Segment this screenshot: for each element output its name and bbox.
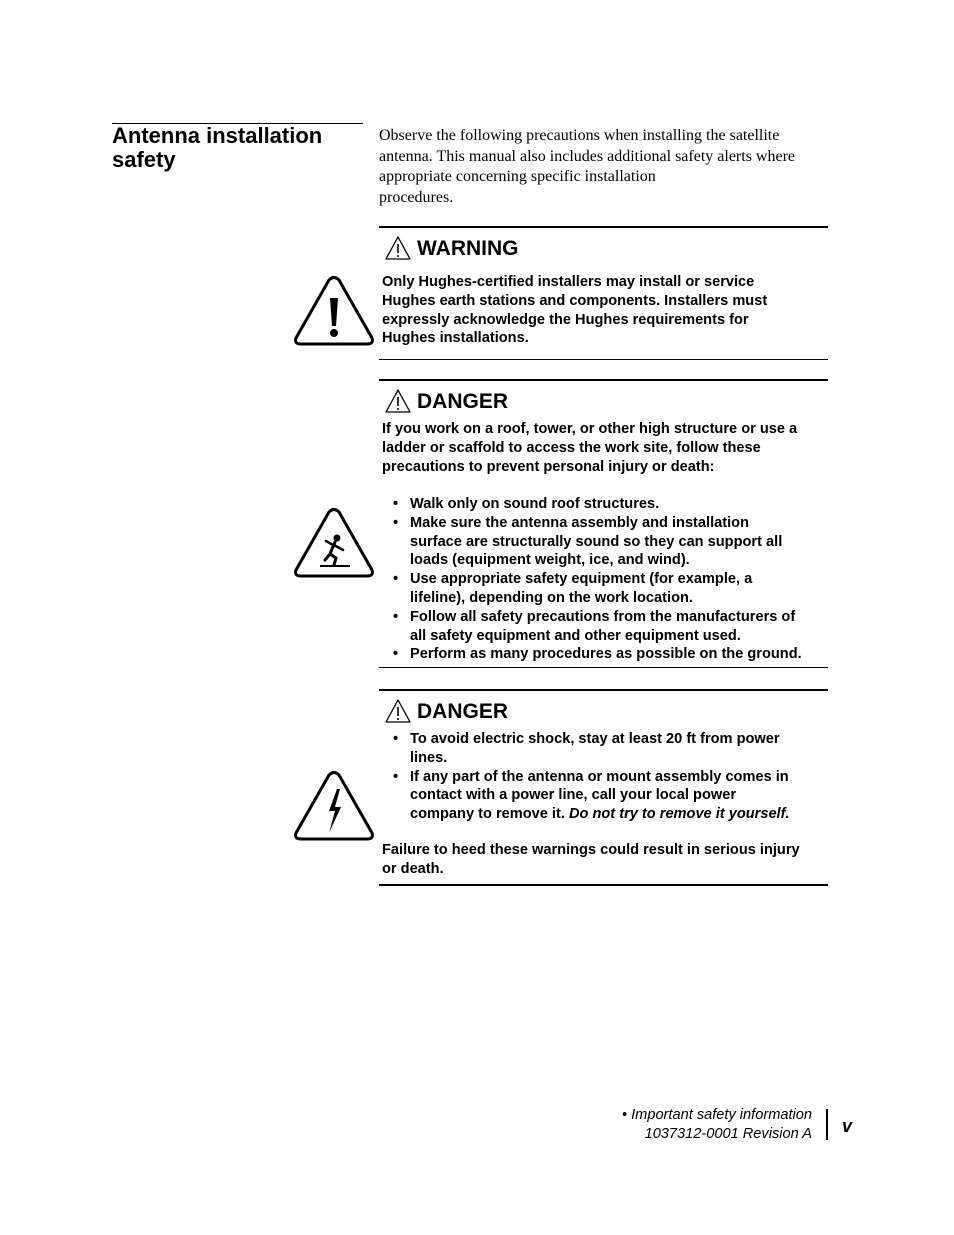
danger-header — [385, 699, 508, 723]
danger-footer-text — [382, 841, 828, 879]
list-item-line: • To avoid electric shock, stay at least 20 ft from power — [410, 731, 780, 747]
intro-line: appropriate concerning specific installation — [379, 168, 656, 185]
warning-text-line: Only Hughes-certified installers may install or service — [382, 274, 755, 290]
warning-triangle-icon — [385, 699, 411, 723]
footer-section-name: • Important safety information — [621, 1107, 812, 1123]
list-item-line: all safety equipment and other equipment used. — [410, 627, 741, 644]
list-item-line: • If any part of the antenna or mount assembly comes in — [410, 768, 789, 785]
danger-heading: DANGER — [417, 700, 509, 723]
warning-text-line: expressly acknowledge the Hughes requirements for — [382, 311, 749, 328]
warning-triangle-icon — [385, 236, 411, 260]
warning-text — [382, 273, 828, 348]
danger-text-line: or death. — [382, 860, 444, 877]
section-title-line: Antenna installation — [112, 123, 323, 148]
list-item-line: surface are structurally sound so they can support all — [410, 533, 783, 550]
list-item-line — [410, 805, 828, 824]
list-item — [382, 730, 828, 768]
danger-header — [385, 389, 508, 413]
danger-text-line: precautions to prevent personal injury or death: — [382, 458, 715, 475]
precaution-list — [382, 495, 828, 664]
warning-triangle-icon — [385, 389, 411, 413]
list-item — [382, 514, 828, 570]
danger-box-power-lines — [379, 689, 828, 886]
intro-paragraph — [379, 126, 831, 208]
list-item-line: contact with a power line, call your local power — [410, 787, 737, 804]
list-item-line: • Follow all safety precautions from the manufacturers of — [410, 608, 796, 625]
section-title-line: safety — [112, 147, 176, 172]
section-title — [112, 124, 362, 172]
warning-text-line: Hughes earth stations and components. Installers must — [382, 292, 768, 309]
list-item-line: loads (equipment weight, ice, and wind). — [410, 552, 690, 569]
list-item-line: • Make sure the antenna assembly and installation — [410, 514, 750, 531]
warning-text-line: Hughes installations. — [382, 330, 529, 347]
page-number: v — [842, 1116, 853, 1136]
list-item — [382, 570, 828, 608]
falling-person-icon — [294, 508, 374, 578]
emphasis-text: Do not try to remove it yourself. — [568, 806, 790, 823]
list-item-text: company to remove it. — [410, 806, 565, 823]
footer-divider — [826, 1109, 828, 1140]
list-item-line: • Perform as many procedures as possible on the ground. — [410, 646, 802, 663]
footer-doc-number: 1037312-0001 Revision A — [644, 1126, 812, 1142]
list-item-line: lines. — [410, 749, 448, 766]
intro-line: antenna. This manual also includes additional safety alerts where — [379, 147, 796, 165]
danger-heading: DANGER — [417, 390, 509, 413]
danger-text-line: Failure to heed these warnings could result in serious injury — [382, 842, 800, 858]
electric-shock-icon — [294, 771, 374, 841]
page-footer — [622, 1106, 812, 1144]
list-item — [382, 768, 828, 824]
shock-precaution-list — [382, 730, 828, 824]
warning-header — [385, 236, 519, 260]
list-item-line: • Use appropriate safety equipment (for example, a — [410, 571, 753, 588]
warning-box — [379, 226, 828, 360]
list-item — [382, 608, 828, 646]
exclamation-warning-icon — [294, 276, 374, 346]
list-item — [382, 645, 828, 664]
list-item-line: lifeline), depending on the work location. — [410, 589, 693, 606]
list-item — [382, 495, 828, 514]
danger-text-line: If you work on a roof, tower, or other high structure or use a — [382, 421, 798, 437]
danger-intro-text — [382, 420, 828, 476]
intro-line: Observe the following precautions when installing the satellite — [379, 127, 780, 144]
danger-box-heights — [379, 379, 828, 668]
intro-line: procedures. — [379, 188, 454, 206]
warning-heading: WARNING — [417, 237, 519, 260]
danger-text-line: ladder or scaffold to access the work site, follow these — [382, 439, 761, 456]
list-item-line: • Walk only on sound roof structures. — [410, 496, 660, 512]
